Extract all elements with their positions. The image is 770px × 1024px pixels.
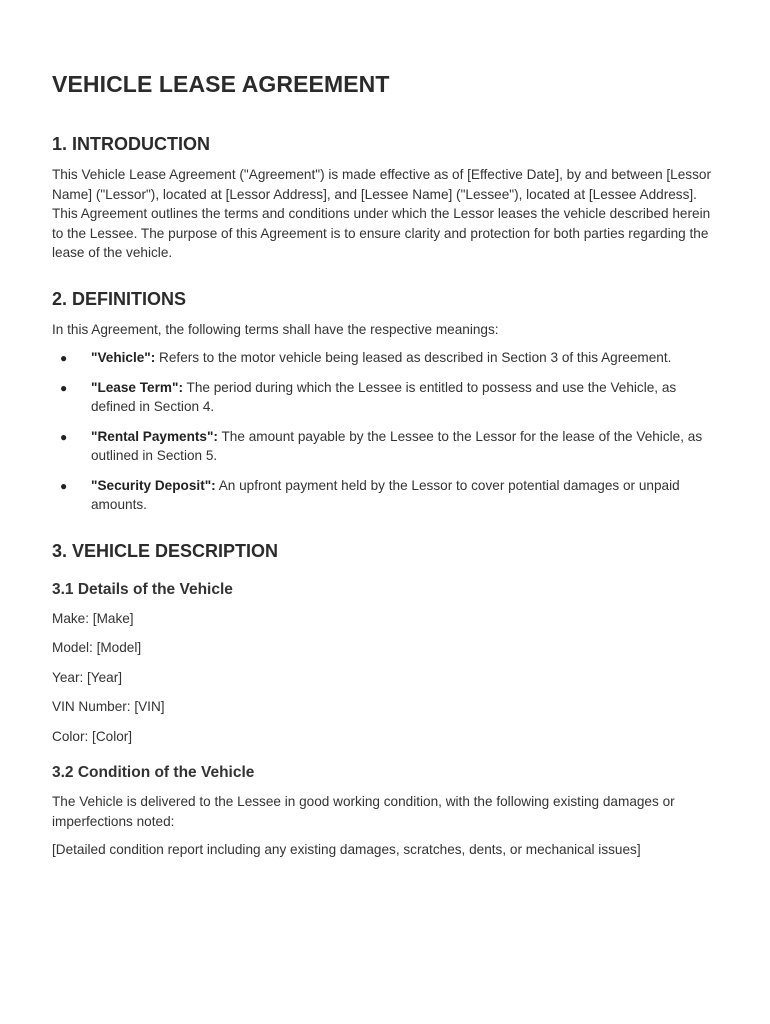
bullet-icon: ● [60,351,68,365]
definition-text: The amount payable by the Lessee to the Lessor for the lease of the Vehicle, as outlined in Section 5. [91,428,703,463]
document-title: VEHICLE LEASE AGREEMENT [52,71,390,97]
definition-item-rental-payments [52,427,718,466]
definitions-lead: In this Agreement, the following terms shall have the respective meanings: [52,321,499,337]
bullet-icon: ● [60,429,68,444]
introduction-heading: 1. INTRODUCTION [52,134,211,154]
definitions-heading: 2. DEFINITIONS [52,288,187,309]
definition-term: "Rental Payments": [91,428,218,444]
vehicle-make: Make: [Make] [52,610,134,626]
definition-text: Refers to the motor vehicle being leased as described in Section 3 of this Agreement. [155,350,672,365]
section-introduction [52,132,718,263]
definition-text: The period during which the Lessee is entitled to possess and use the Vehicle, as defined in Section 4. [91,379,677,414]
vehicle-details-heading: 3.1 Details of the Vehicle [52,580,233,598]
vehicle-condition-heading: 3.2 Condition of the Vehicle [52,764,255,781]
definition-item-security-deposit [52,476,718,515]
vehicle-description-heading: 3. VEHICLE DESCRIPTION [52,540,279,561]
vehicle-color: Color: [Color] [52,728,133,744]
vehicle-condition-text: The Vehicle is delivered to the Lessee in good working condition, with the following existing damages or imperfections noted: [52,794,675,829]
definitions-list [52,348,718,515]
bullet-icon: ● [60,380,68,395]
vehicle-vin: VIN Number: [VIN] [52,699,165,714]
definition-item-lease-term [52,378,718,417]
section-vehicle-description [52,539,718,860]
section-definitions [52,287,718,515]
definition-term: "Vehicle": [91,350,156,365]
definition-term: "Security Deposit": [91,477,216,493]
definition-item-vehicle [52,348,718,368]
vehicle-year: Year: [Year] [52,669,123,685]
bullet-icon: ● [60,478,68,493]
vehicle-condition-report: [Detailed condition report including any existing damages, scratches, dents, or mechanical issues] [52,842,641,857]
vehicle-model: Model: [Model] [52,640,142,655]
definition-term: "Lease Term": [91,379,183,395]
introduction-text: This Vehicle Lease Agreement ("Agreement") is made effective as of [Effective Date], by and between [Lessor Name] ("Lessor"), located at [Lessor Address], and [Lessee Name] ("Lessee"), located at [Lessee Address]. This Agreement outlines the terms and conditions under which the Lessor leases the vehicle described herein to the Lessee. The purpose of this Agreement is to ensure clarity and protection for both parties regarding the lease of the vehicle. [52,167,711,260]
definition-text: An upfront payment held by the Lessor to cover potential damages or unpaid amounts. [91,477,680,512]
